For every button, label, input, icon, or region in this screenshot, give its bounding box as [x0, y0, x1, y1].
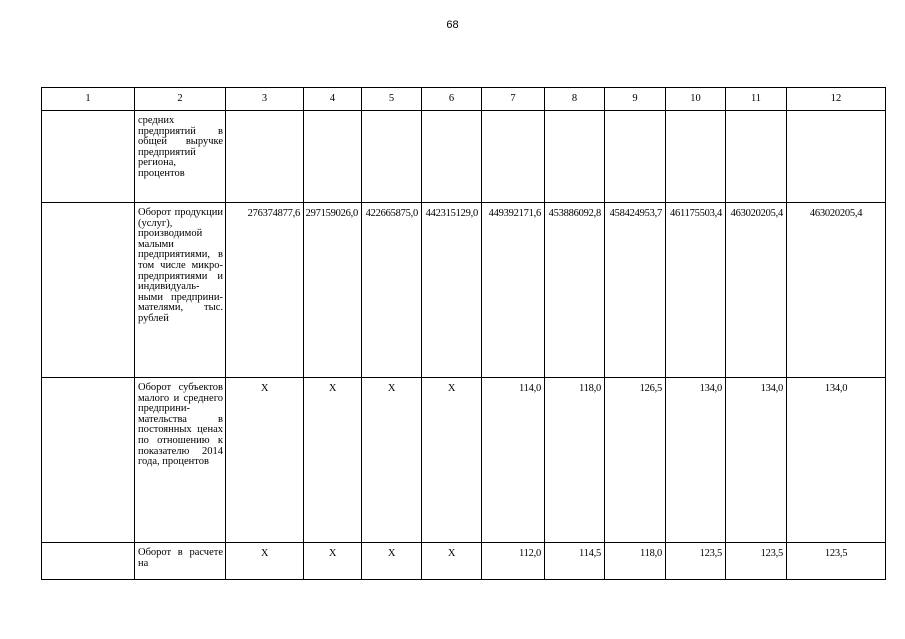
column-header: 11: [726, 88, 787, 111]
table-cell: 114,5: [545, 543, 605, 580]
table-row: [42, 378, 886, 543]
column-header: 1: [42, 88, 135, 111]
table-cell: X: [362, 543, 422, 580]
table-row: [42, 111, 886, 203]
table-cell: 458424953,7: [605, 203, 666, 378]
table-cell: [42, 543, 135, 580]
table-cell: [605, 111, 666, 203]
table-cell: 134,0: [726, 378, 787, 543]
header-row: [42, 88, 886, 111]
indicator-label: Оборот субъектов малого и среднего предприни-мательства в постоянных ценах по отношению к показателю 2014 года, процентов: [135, 378, 226, 543]
table-cell: 461175503,4: [666, 203, 726, 378]
table-cell: X: [226, 543, 304, 580]
table-row: [42, 203, 886, 378]
column-header: 4: [304, 88, 362, 111]
table-cell: 449392171,6: [482, 203, 545, 378]
column-header: 8: [545, 88, 605, 111]
indicator-label: средних предприятий в общей выручке предприятий региона, процентов: [135, 111, 226, 203]
indicator-table: [41, 87, 886, 580]
table-cell: X: [362, 378, 422, 543]
table-cell: 123,5: [787, 543, 886, 580]
table-cell: 134,0: [666, 378, 726, 543]
table-cell: X: [304, 543, 362, 580]
column-header: 2: [135, 88, 226, 111]
table-cell: [362, 111, 422, 203]
column-header: 5: [362, 88, 422, 111]
page-number: 68: [446, 19, 459, 31]
table-cell: 276374877,6: [226, 203, 304, 378]
table-row: [42, 543, 886, 580]
column-header: 7: [482, 88, 545, 111]
table-cell: 453886092,8: [545, 203, 605, 378]
table-cell: 463020205,4: [787, 203, 886, 378]
table-cell: 126,5: [605, 378, 666, 543]
table-cell: [304, 111, 362, 203]
table-cell: 114,0: [482, 378, 545, 543]
table-cell: 297159026,0: [304, 203, 362, 378]
table-cell: [42, 111, 135, 203]
table-cell: 463020205,4: [726, 203, 787, 378]
table-cell: 134,0: [787, 378, 886, 543]
table-cell: [482, 111, 545, 203]
table-cell: [666, 111, 726, 203]
column-header: 6: [422, 88, 482, 111]
table-cell: 118,0: [545, 378, 605, 543]
table-cell: [226, 111, 304, 203]
column-header: 3: [226, 88, 304, 111]
table-cell: X: [422, 378, 482, 543]
table-cell: 442315129,0: [422, 203, 482, 378]
table-cell: X: [422, 543, 482, 580]
table-cell: [42, 378, 135, 543]
table-cell: 118,0: [605, 543, 666, 580]
column-header: 9: [605, 88, 666, 111]
table-cell: 123,5: [666, 543, 726, 580]
column-header: 10: [666, 88, 726, 111]
table-cell: X: [226, 378, 304, 543]
table-cell: 112,0: [482, 543, 545, 580]
table-cell: 123,5: [726, 543, 787, 580]
indicator-label: Оборот продукции (услуг), производимой малыми предприятиями, в том числе микро-предприятиями и индивидуаль-ными предприни-мателями, тыс. рублей: [135, 203, 226, 378]
table-cell: [42, 203, 135, 378]
table-cell: [787, 111, 886, 203]
table-cell: [545, 111, 605, 203]
table-cell: [726, 111, 787, 203]
table-cell: X: [304, 378, 362, 543]
indicator-label: Оборот в расчете на: [135, 543, 226, 580]
table-cell: 422665875,0: [362, 203, 422, 378]
table-cell: [422, 111, 482, 203]
column-header: 12: [787, 88, 886, 111]
